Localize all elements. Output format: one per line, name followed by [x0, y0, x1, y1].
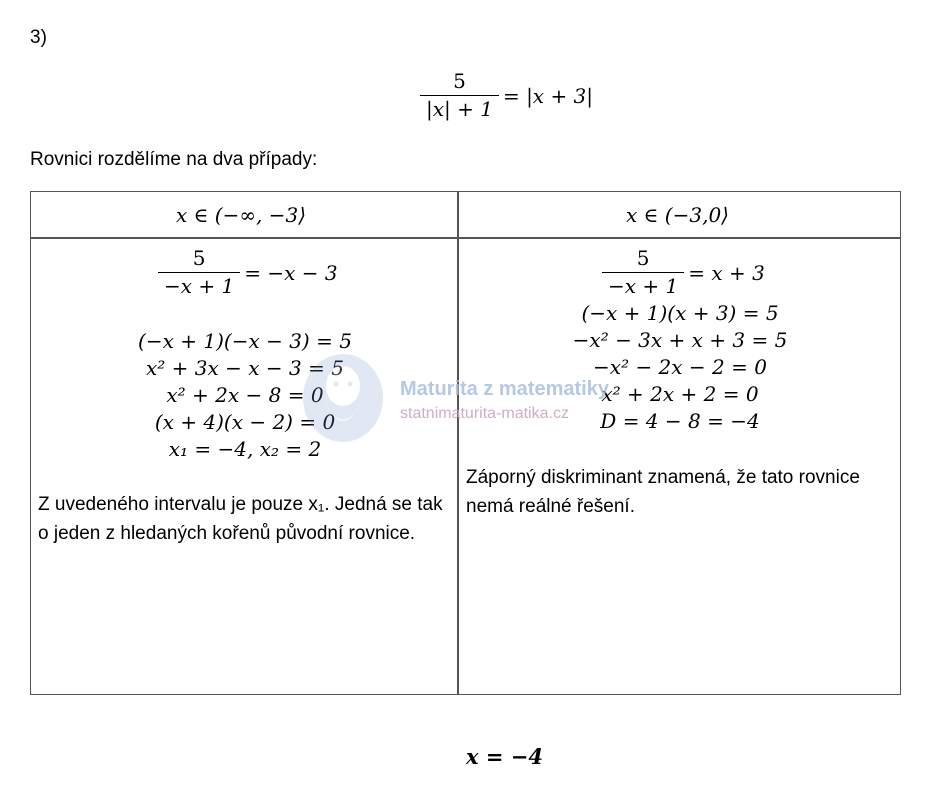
main-fraction — [420, 70, 499, 121]
right-right-side: = x + 3 — [688, 260, 765, 285]
left-step: (−x + 1)(−x − 3) = 5 — [138, 329, 352, 353]
left-numerator: 5 — [192, 246, 206, 270]
left-fraction-equation — [158, 247, 338, 298]
right-step: x² + 2x + 2 = 0 — [601, 382, 759, 406]
column-divider — [457, 191, 459, 695]
right-fraction — [602, 247, 684, 298]
right-step: −x² − 2x − 2 = 0 — [593, 355, 767, 379]
left-step: x₁ = −4, x₂ = 2 — [168, 437, 322, 461]
left-fraction — [158, 247, 240, 298]
right-case-header: x ∈ (−3,0⟩ — [626, 203, 729, 227]
right-step: −x² − 3x + x + 3 = 5 — [572, 328, 788, 352]
watermark-url: statnimaturita-matika.cz — [400, 405, 569, 422]
main-right-side: = |x + 3| — [502, 83, 594, 108]
intro-text: Rovnici rozdělíme na dva případy: — [30, 149, 318, 170]
watermark-title: Maturita z matematiky — [400, 378, 609, 400]
left-right-side: = −x − 3 — [244, 260, 338, 285]
watermark-portrait-logo — [300, 352, 386, 444]
left-step: (x + 4)(x − 2) = 0 — [154, 410, 336, 434]
left-step: x² + 2x − 8 = 0 — [166, 383, 324, 407]
header-divider — [30, 237, 901, 239]
right-step: D = 4 − 8 = −4 — [600, 409, 760, 433]
right-step: (−x + 1)(x + 3) = 5 — [581, 301, 779, 325]
problem-number: 3) — [30, 27, 47, 48]
right-fraction-equation — [602, 247, 765, 298]
right-numerator: 5 — [636, 246, 650, 270]
left-step: x² + 3x − x − 3 = 5 — [146, 356, 344, 380]
right-denominator: −x + 1 — [602, 272, 684, 298]
final-answer: x = −4 — [466, 744, 543, 769]
main-equation — [420, 70, 593, 121]
left-case-note: Z uvedeného intervalu je pouze x₁. Jedná se tak o jeden z hledaných kořenů původní rovnice. — [38, 494, 443, 544]
left-denominator: −x + 1 — [158, 272, 240, 298]
left-case-header: x ∈ (−∞, −3⟩ — [176, 203, 307, 227]
main-numerator: 5 — [453, 69, 466, 93]
right-case-note: Záporný diskriminant znamená, že tato rovnice nemá reálné řešení. — [466, 467, 860, 517]
main-denominator: |x| + 1 — [420, 95, 499, 121]
